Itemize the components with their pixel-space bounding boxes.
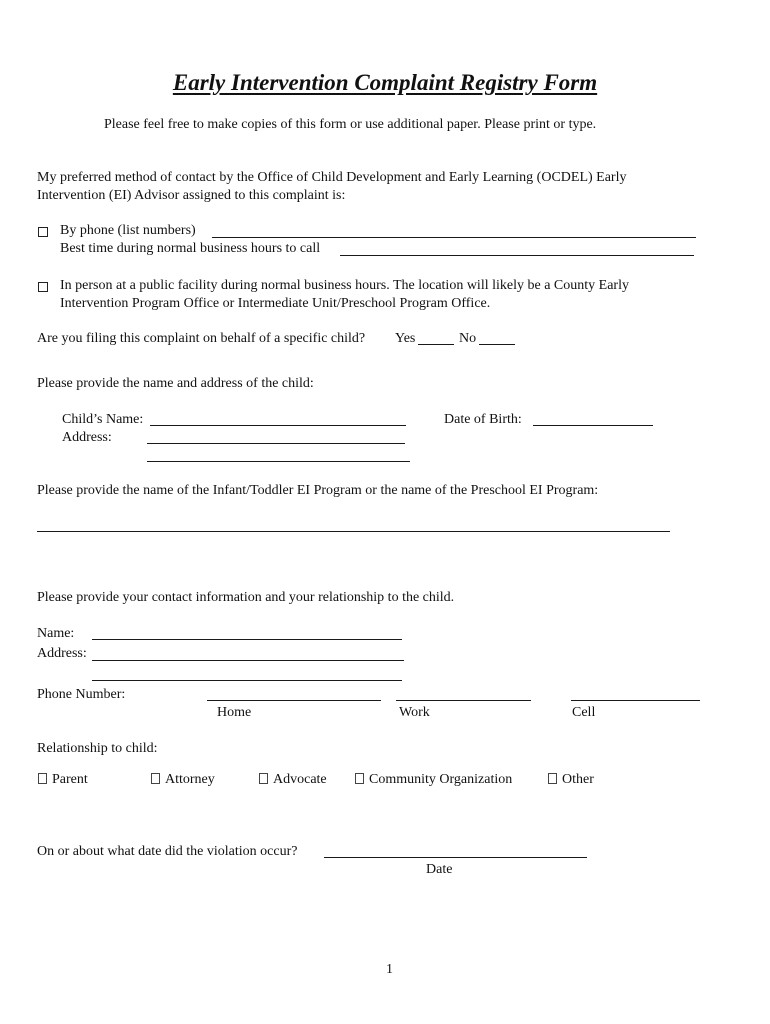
contact-name-label: Name: [37,626,75,641]
option-label: Other [562,772,594,787]
child-address-field-1[interactable] [147,443,405,444]
behalf-question: Are you filing this complaint on behalf of a specific child? [37,331,366,346]
violation-date-field[interactable] [324,857,587,858]
behalf-yes-field[interactable] [418,344,454,345]
contact-phone-label: Phone Number: [37,687,126,702]
relationship-option-attorney[interactable] [151,771,215,789]
option-label: Advocate [273,772,327,787]
home-label: Home [217,705,252,720]
work-label: Work [399,705,430,720]
home-phone-field[interactable] [207,700,381,701]
child-dob-label: Date of Birth: [444,412,522,427]
behalf-no-field[interactable] [479,344,515,345]
cell-phone-field[interactable] [571,700,700,701]
relationship-option-other[interactable] [548,771,594,789]
best-time-label: Best time during normal business hours to call [60,241,321,256]
option-label: Parent [52,772,88,787]
work-phone-field[interactable] [396,700,531,701]
option-label: Community Organization [369,772,513,787]
checkbox-icon[interactable] [259,773,268,784]
child-address-label: Address: [62,430,112,445]
in-person-text-2: Intervention Program Office or Intermediate Unit/Preschool Program Office. [60,296,491,311]
phone-numbers-field[interactable] [212,237,696,238]
relationship-option-parent[interactable] [38,771,88,789]
best-time-field[interactable] [340,255,694,256]
behalf-no-label: No [459,331,477,346]
form-title: Early Intervention Complaint Registry Form [172,70,598,95]
contact-name-field[interactable] [92,639,402,640]
cell-label: Cell [572,705,596,720]
program-prompt: Please provide the name of the Infant/Toddler EI Program or the name of the Preschool EI Program: [37,483,599,498]
phone-label: By phone (list numbers) [60,223,196,238]
checkbox-icon[interactable] [38,773,47,784]
in-person-text-1: In person at a public facility during normal business hours. The location will likely be a County Early [60,278,629,293]
child-name-label: Child’s Name: [62,412,144,427]
relationship-option-community[interactable] [355,771,512,789]
violation-date-label: Date [426,862,453,877]
phone-checkbox[interactable] [38,227,48,237]
relationship-prompt: Relationship to child: [37,741,158,756]
relationship-option-advocate[interactable] [259,771,327,789]
checkbox-icon[interactable] [151,773,160,784]
child-address-field-2[interactable] [147,461,410,462]
option-label: Attorney [165,772,215,787]
checkbox-icon[interactable] [548,773,557,784]
page-number: 1 [386,962,393,977]
intro-text: Please feel free to make copies of this form or use additional paper. Please print or type. [104,117,597,132]
checkbox-icon[interactable] [355,773,364,784]
child-name-field[interactable] [150,425,406,426]
behalf-yes-label: Yes [395,331,416,346]
violation-question: On or about what date did the violation occur? [37,844,298,859]
contact-address-label: Address: [37,646,87,661]
contact-address-field-1[interactable] [92,660,404,661]
child-prompt: Please provide the name and address of the child: [37,376,314,391]
contact-method-text-1: My preferred method of contact by the Office of Child Development and Early Learning (OCDEL) Early [37,170,627,185]
contact-method-text-2: Intervention (EI) Advisor assigned to this complaint is: [37,188,346,203]
contact-info-prompt: Please provide your contact information and your relationship to the child. [37,590,455,605]
program-name-field[interactable] [37,531,670,532]
contact-address-field-2[interactable] [92,680,402,681]
child-dob-field[interactable] [533,425,653,426]
in-person-checkbox[interactable] [38,282,48,292]
